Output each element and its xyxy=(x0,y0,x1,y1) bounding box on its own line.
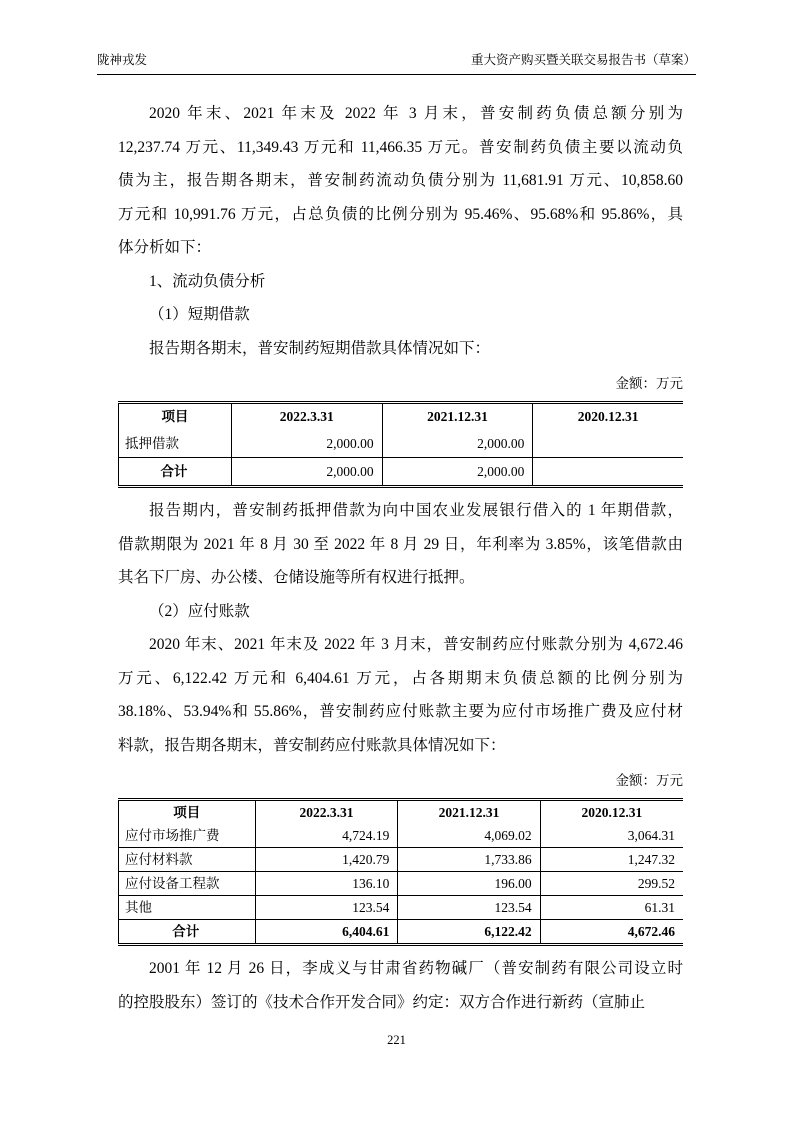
page-number: 221 xyxy=(387,1033,406,1047)
paragraph-line: 料款，报告期各期末，普安制药应付账款具体情况如下： xyxy=(118,736,506,754)
row-label-cell: 合计 xyxy=(119,920,256,945)
paragraph-line: 的控股股东）签订的《技术合作开发合同》约定：双方合作进行新药（宣肺止 xyxy=(118,993,646,1011)
paragraph-short-term-intro xyxy=(118,332,683,366)
value-cell: 196.00 xyxy=(398,872,540,896)
amount-unit-label: 金额：万元 xyxy=(615,376,683,391)
table-header-row xyxy=(119,800,684,825)
value-cell: 4,724.19 xyxy=(255,824,398,848)
table-header-cell: 项目 xyxy=(119,800,256,825)
table-header-row xyxy=(119,403,684,431)
row-label-cell: 其他 xyxy=(119,896,256,920)
paragraph-loan-details xyxy=(118,494,683,595)
value-cell: 2,000.00 xyxy=(231,458,382,487)
value-cell: 1,247.32 xyxy=(540,848,683,872)
paragraph-line: 2020 年末、2021 年末及 2022 年 3 月末，普安制药应付账款分别为 4,672.46 xyxy=(149,636,683,653)
paragraph-contract xyxy=(118,952,683,1019)
value-cell: 1,420.79 xyxy=(255,848,398,872)
value-cell: 299.52 xyxy=(540,872,683,896)
table-header-cell: 2022.3.31 xyxy=(231,403,382,431)
heading-short-term-loans: （1）短期借款 xyxy=(149,306,250,323)
value-cell: 2,000.00 xyxy=(382,430,533,458)
table-header-cell: 2020.12.31 xyxy=(533,403,683,431)
value-cell xyxy=(533,458,683,487)
row-label-cell: 应付材料款 xyxy=(119,848,256,872)
row-label-cell: 抵押借款 xyxy=(119,430,232,458)
table-row xyxy=(119,872,684,896)
heading-accounts-payable: （2）应付账款 xyxy=(149,602,250,620)
paragraph-accounts-payable-intro xyxy=(118,628,683,762)
page-content xyxy=(118,97,683,1019)
table-header-cell: 2020.12.31 xyxy=(540,800,683,825)
table-header-cell: 项目 xyxy=(119,403,232,431)
heading-current-liabilities: 1、流动负债分析 xyxy=(149,272,266,290)
value-cell: 61.31 xyxy=(540,896,683,920)
paragraph-line: 债为主，报告期各期末，普安制药流动负债分别为 11,681.91 万元、10,858.60 xyxy=(118,172,683,189)
table-row xyxy=(119,848,684,872)
value-cell: 4,069.02 xyxy=(398,824,540,848)
paragraph-line: 体分析如下： xyxy=(118,239,212,256)
paragraph-line: 12,237.74 万元、11,349.43 万元和 11,466.35 万元。普安制药负债主要以流动负 xyxy=(118,138,683,156)
paragraph-line: 报告期内，普安制药抵押借款为向中国农业发展银行借入的 1 年期借款， xyxy=(149,502,683,519)
table-total-row xyxy=(119,920,684,945)
header-report-title: 重大资产购买暨关联交易报告书（草案） xyxy=(470,53,696,67)
paragraph-line: 万元和 10,991.76 万元，占总负债的比例分别为 95.46%、95.68%和 95.86%，具 xyxy=(118,205,683,223)
row-label-cell: 应付市场推广费 xyxy=(119,824,256,848)
table-row xyxy=(119,430,684,458)
table-row xyxy=(119,824,684,848)
paragraph-line: 38.18%、53.94%和 55.86%，普安制药应付账款主要为应付市场推广费及应付材 xyxy=(118,703,683,720)
value-cell: 6,404.61 xyxy=(255,920,398,945)
value-cell: 3,064.31 xyxy=(540,824,683,848)
accounts-payable-table xyxy=(118,798,683,946)
paragraph-line: 2020 年末、2021 年末及 2022 年 3 月末，普安制药负债总额分别为 xyxy=(149,105,683,122)
value-cell: 4,672.46 xyxy=(540,920,683,945)
paragraph-total-liabilities xyxy=(118,97,683,265)
value-cell: 6,122.42 xyxy=(398,920,540,945)
short-term-loan-table xyxy=(118,401,683,488)
value-cell: 2,000.00 xyxy=(231,430,382,458)
table-row xyxy=(119,896,684,920)
page-header xyxy=(97,52,696,75)
table-total-row xyxy=(119,458,684,487)
table-header-cell: 2022.3.31 xyxy=(255,800,398,825)
paragraph-line: 万元、6,122.42 万元和 6,404.61 万元，占各期期末负债总额的比例分别为 xyxy=(118,669,683,687)
page-footer xyxy=(0,1032,793,1048)
value-cell: 123.54 xyxy=(255,896,398,920)
value-cell: 2,000.00 xyxy=(382,458,533,487)
value-cell xyxy=(533,430,683,458)
amount-unit-label: 金额：万元 xyxy=(615,773,683,788)
value-cell: 1,733.86 xyxy=(398,848,540,872)
row-label-cell: 应付设备工程款 xyxy=(119,872,256,896)
paragraph-line: 借款期限为 2021 年 8 月 30 至 2022 年 8 月 29 日，年利率为 3.85%，该笔借款由 xyxy=(118,535,683,553)
table-header-cell: 2021.12.31 xyxy=(398,800,540,825)
table-header-cell: 2021.12.31 xyxy=(382,403,533,431)
paragraph-line: 报告期各期末，普安制药短期借款具体情况如下： xyxy=(149,339,491,357)
paragraph-line: 2001 年 12 月 26 日，李成义与甘肃省药物碱厂（普安制药有限公司设立时 xyxy=(149,960,683,977)
paragraph-line: 其名下厂房、办公楼、仓储设施等所有权进行抵押。 xyxy=(118,569,475,586)
value-cell: 123.54 xyxy=(398,896,540,920)
row-label-cell: 合计 xyxy=(119,458,232,487)
header-company-name: 陇神戎发 xyxy=(97,53,148,67)
value-cell: 136.10 xyxy=(255,872,398,896)
